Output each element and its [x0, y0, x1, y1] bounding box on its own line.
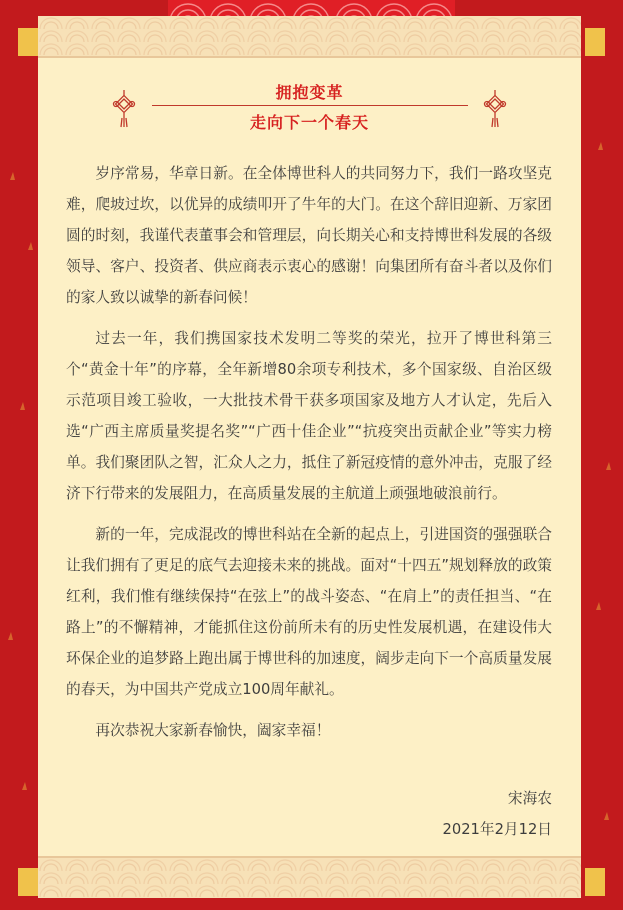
chinese-knot-icon — [483, 90, 507, 128]
paragraph: 新的一年，完成混改的博世科站在全新的起点上，引进国资的强强联合让我们拥有了更足的底气去迎接未来的挑战。面对“十四五”规划释放的政策红利，我们惟有继续保持“在弦上”的战斗姿态、“在肩上”的责任担当、“在路上”的不懈精神，才能抓住这份前所未有的历史性发展机遇，在建设伟大环保企业的追梦路上跑出属于博世科的加速度，阔步走向下一个高质量发展的春天，为中国共产党成立100周年献礼。 — [66, 526, 552, 698]
corner-tab-bottom-right — [585, 868, 605, 896]
corner-tab-top-right — [585, 28, 605, 56]
bottom-band-edge — [38, 856, 581, 858]
signature-name: 宋海农 — [507, 790, 552, 807]
corner-tab-top-left — [18, 28, 38, 56]
title-line-1: 拥抱变革 — [275, 83, 344, 102]
letter-body — [66, 158, 552, 756]
title-divider — [152, 105, 468, 106]
signature-date: 2021年2月12日 — [442, 821, 552, 838]
bottom-scroll-band — [38, 858, 581, 898]
letter-header — [38, 70, 581, 140]
paragraph: 过去一年，我们携国家技术发明二等奖的荣光，拉开了博世科第三个“黄金十年”的序幕，全年新增80余项专利技术，多个国家级、自治区级示范项目竣工验收，一大批技术骨干获多项国家及地方人才认定，先后入选“广西主席质量奖提名奖”“广西十佳企业”“抗疫突出贡献企业”等实力榜单。我们聚团队之智，汇众人之力，抵住了新冠疫情的意外冲击，克服了经济下行带来的发展阻力，在高质量发展的主航道上顽强地破浪前行。 — [66, 330, 552, 502]
top-band-edge — [38, 56, 581, 58]
corner-tab-bottom-left — [18, 868, 38, 896]
signature-block — [443, 783, 552, 845]
title-line-2: 走向下一个春天 — [249, 113, 369, 132]
paragraph: 再次恭祝大家新春愉快，阖家幸福！ — [95, 722, 331, 739]
paragraph: 岁序常易，华章日新。在全体博世科人的共同努力下，我们一路攻坚克难，爬坡过坎，以优异的成绩叩开了牛年的大门。在这个辞旧迎新、万家团圆的时刻，我谨代表董事会和管理层，向长期关心和支持博世科发展的各级领导、客户、投资者、供应商表示衷心的感谢！向集团所有奋斗者以及你们的家人致以诚挚的新春问候！ — [66, 165, 552, 306]
top-scroll-band — [38, 16, 581, 56]
